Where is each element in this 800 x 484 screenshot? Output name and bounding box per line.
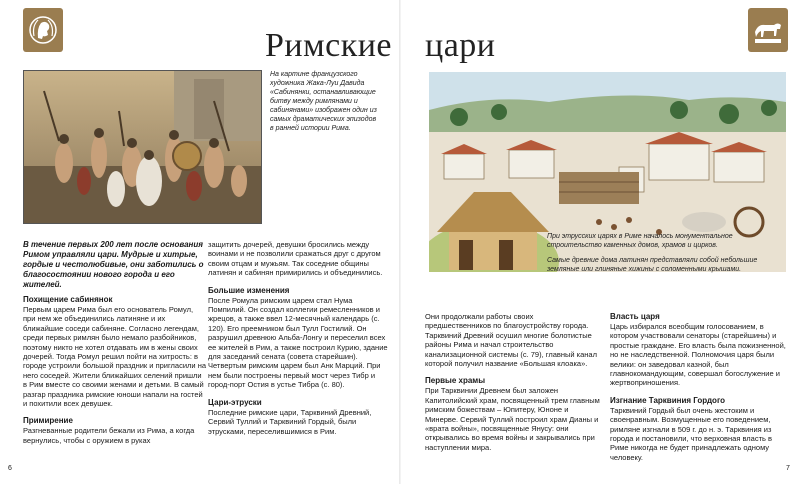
paragraph: Последние римские цари, Тарквиний Древний, Сервий Туллий и Тарквиний Гордый, были этрусками, переселившимися в Рим. (208, 407, 372, 436)
heading-sabine-abduction: Похищение сабинянок (23, 295, 113, 304)
page-number-right: 7 (786, 465, 790, 472)
paragraph: При Тарквинии Древнем был заложен Капитолийский храм, посвященный трем главным римским божествам – Юпитеру, Юноне и Минерве. Сервий Туллий построил храм Дианы и «врата войны», посвященные Янусу: они открывались во время войны и закрывались при наступлении мира. (425, 386, 600, 452)
text-column-3 (425, 312, 600, 460)
heading-first-temples: Первые храмы (425, 376, 486, 386)
paragraph: Они продолжали работы своих предшественников по благоустройству города. Тарквиний Древний осушил многие болотистые районы Рима и начал строительство канализационной системы (с. 79), главный канал которой получил название «Большая клоака». (425, 312, 597, 369)
text-column-4 (610, 312, 788, 470)
paragraph: После Ромула римским царем стал Нума Помпилий. Он создал коллегии ремесленников и жрецов, а также ввел 12-месячный календарь (с. 120). Его преемником был Тулл Гостилий. Он разрушил древнюю Альба-Лонгу и переселил всех ее жителей в Рим, а также построил Курию, здание для заседаний сената (совета старейшин). Четвертым римским царем был Анк Марций. При нем были построены первый мост через Тибр и город-порт Остия в устье Тибра (с. 80). (208, 295, 388, 390)
village-caption-2: Самые древние дома латинян представляли собой небольшие земляные или глиняные хижины с соломенными крышами. (547, 257, 758, 273)
village-caption-1: При этрусских царях в Риме началось монументальное строительство каменных домов, храмов и цирков. (547, 233, 733, 249)
text-column-2 (208, 240, 390, 444)
heading-big-changes: Большие изменения (208, 285, 290, 295)
page-title-right: цари (425, 27, 496, 64)
she-wolf-icon (748, 8, 788, 52)
sabine-women-painting (23, 70, 262, 224)
heading-etruscan-kings: Цари-этруски (208, 397, 262, 407)
heading-expulsion-tarquin: Изгнание Тарквиния Гордого (610, 395, 726, 405)
paragraph: Первым царем Рима был его основатель Ромул, при нем же объединились латиняне и их ближайшие соседи сабиняне. Согласно легендам, среди первых римлян было немало разбойников, поэтому никто не хотел отдавать им в жены своих дочерей. Тогда Ромул решил пойти на хитрость: в городе устроили большой праздник и пригласили на него соседей. Жители ближайших селений пришли в Рим вместе со своими женами и детьми. В самый разгар праздника римские юноши напали на гостей и похитили всех девушек. (23, 305, 207, 409)
painting-caption: На картине французского художника Жака-Луи Давида «Сабинянки, останавливающие битву между римлянами и сабинянами» изображен один из самых драматических эпизодов в ранней истории Рима. (270, 71, 377, 132)
page-title-left: Римские (265, 27, 393, 64)
heading-reconciliation: Примирение (23, 416, 73, 426)
page-gutter (399, 0, 401, 484)
laurel-head-icon (23, 8, 63, 52)
text-column-1 (23, 295, 207, 453)
paragraph: Царь избирался всеобщим голосованием, в котором участвовали сенаторы (старейшины) и простые граждане. Его власть была пожизненной, но не наследственной. Полномочия царя были велики: он заведовал казной, был главнокомандующим, совершал богослужение и жертвоприношения. (610, 322, 786, 388)
page-number-left: 6 (8, 465, 12, 472)
paragraph: Тарквиний Гордый был очень жестоким и своенравным. Возмущенные его поведением, римляне изгнали в 509 г. до н. э. Тарквиния из города и постановили, что верховная власть в Риме никогда не будет принадлежать одному человеку. (610, 405, 773, 462)
heading-kings-power: Власть царя (610, 312, 660, 321)
paragraph: защитить дочерей, девушки бросились между воинами и не позволили сражаться друг с другом своим отцам и мужьям. Так соседние общины латинян и сабинян примирились и объединились. (208, 240, 383, 278)
paragraph: Разгневанные родители бежали из Рима, а когда вернулись, чтобы с оружием в руках (23, 426, 195, 445)
intro-paragraph: В течение первых 200 лет после основания Римом управляли цари. Мудрые и хитрые, гордые и честолюбивые, они заботились о благосостоянии нового города и его жителей. (23, 240, 204, 289)
